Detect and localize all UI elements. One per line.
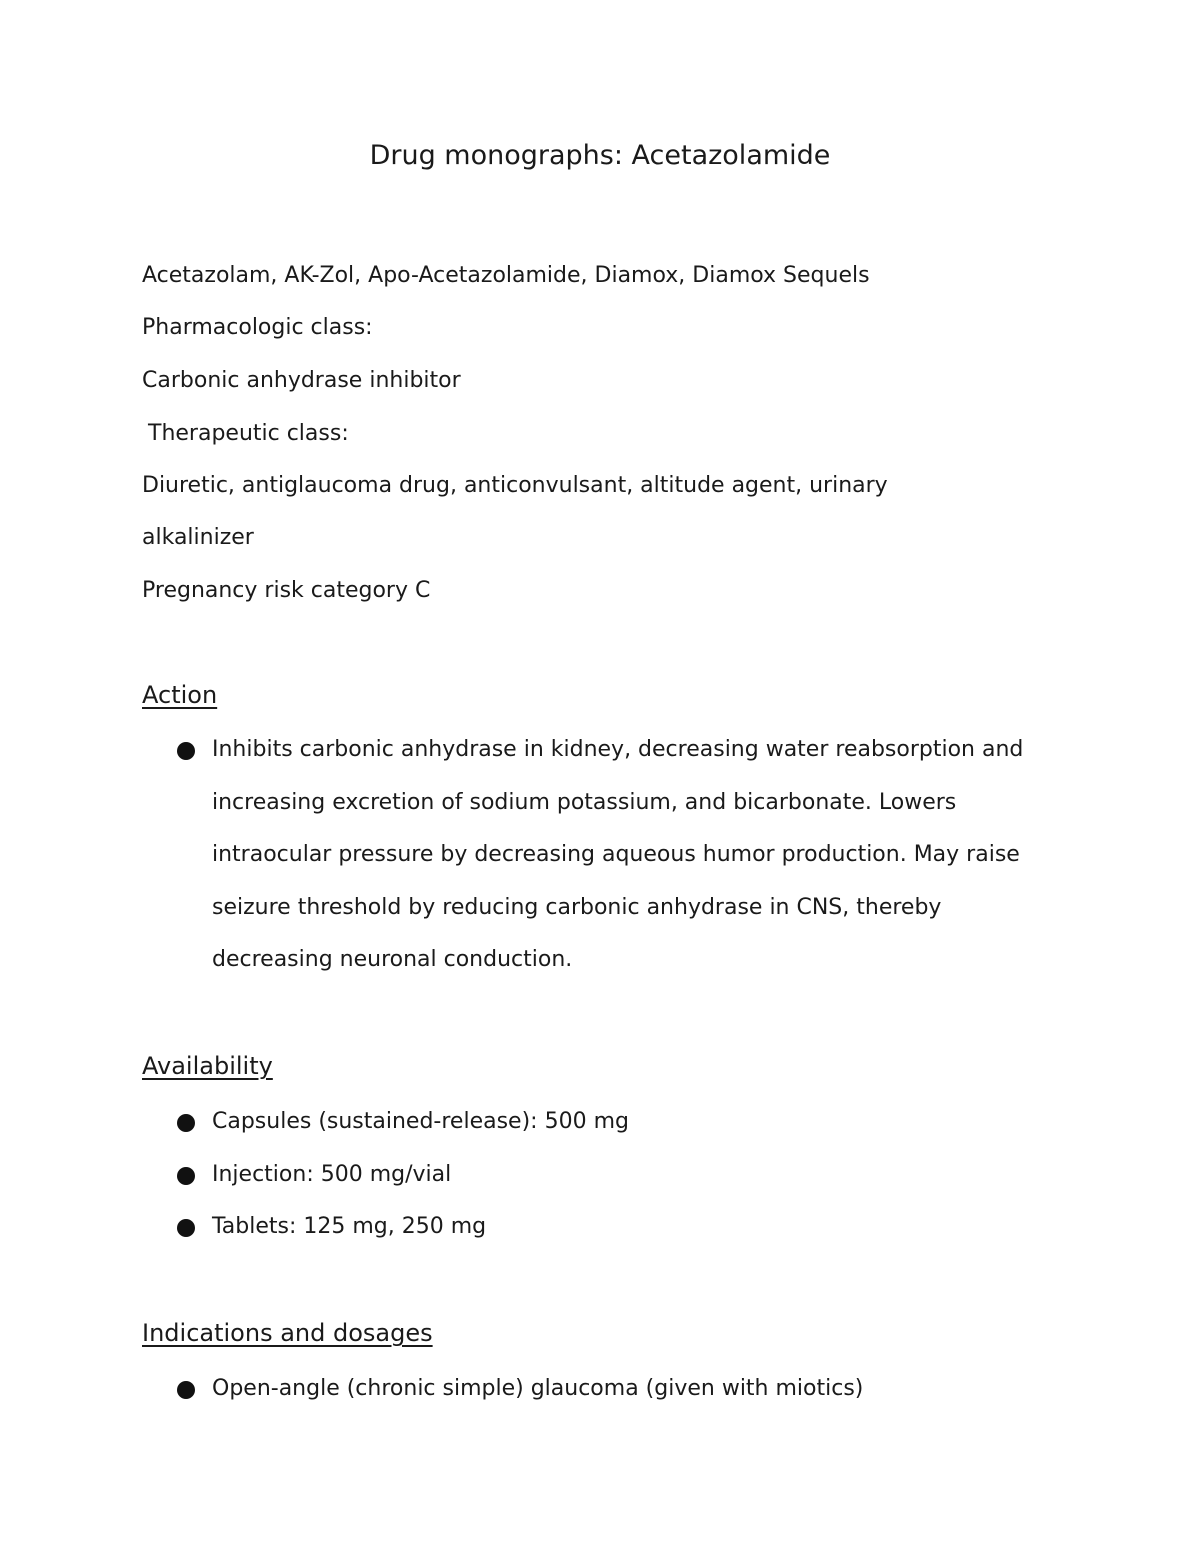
pharmacologic-class-value: Carbonic anhydrase inhibitor bbox=[142, 368, 461, 393]
bullet-icon bbox=[177, 1381, 195, 1399]
section-heading-availability: Availability bbox=[142, 1052, 273, 1080]
action-text: Inhibits carbonic anhydrase in kidney, decreasing water reabsorption and increasing excretion of sodium potassium, and bicarbonate. Lowers intraocular pressure by decreasing aqueous humor production. May raise seizure threshold by reducing carbonic anhydrase in CNS, thereby decreasing neuronal conduction. bbox=[212, 737, 1024, 972]
bullet-icon bbox=[177, 1167, 195, 1185]
indication-item-glaucoma: Open-angle (chronic simple) glaucoma (given with miotics) bbox=[212, 1376, 864, 1401]
list-item bbox=[176, 724, 1056, 987]
section-heading-indications: Indications and dosages bbox=[142, 1319, 433, 1347]
therapeutic-class-value: Diuretic, antiglaucoma drug, anticonvulsant, altitude agent, urinary bbox=[142, 473, 888, 498]
section-heading-action: Action bbox=[142, 681, 218, 709]
brand-names: Acetazolam, AK-Zol, Apo-Acetazolamide, Diamox, Diamox Sequels bbox=[142, 263, 870, 288]
availability-item-tablets: Tablets: 125 mg, 250 mg bbox=[212, 1214, 487, 1239]
action-list bbox=[176, 724, 1056, 987]
indications-list bbox=[176, 1363, 1076, 1416]
list-item bbox=[176, 1096, 1076, 1149]
document-title: Drug monographs: Acetazolamide bbox=[369, 140, 831, 171]
bullet-icon bbox=[177, 742, 195, 760]
bullet-icon bbox=[177, 1219, 195, 1237]
list-item bbox=[176, 1363, 1076, 1416]
pharmacologic-class-label: Pharmacologic class: bbox=[142, 315, 373, 340]
therapeutic-class-value-continued: alkalinizer bbox=[142, 525, 254, 550]
availability-item-injection: Injection: 500 mg/vial bbox=[212, 1161, 452, 1187]
availability-item-capsules: Capsules (sustained-release): 500 mg bbox=[212, 1109, 629, 1134]
list-item bbox=[176, 1149, 1076, 1202]
bullet-icon bbox=[177, 1114, 195, 1132]
therapeutic-class-label: Therapeutic class: bbox=[148, 421, 349, 446]
availability-list bbox=[176, 1096, 1076, 1254]
list-item bbox=[176, 1201, 1076, 1254]
pregnancy-risk-category: Pregnancy risk category C bbox=[142, 578, 431, 603]
